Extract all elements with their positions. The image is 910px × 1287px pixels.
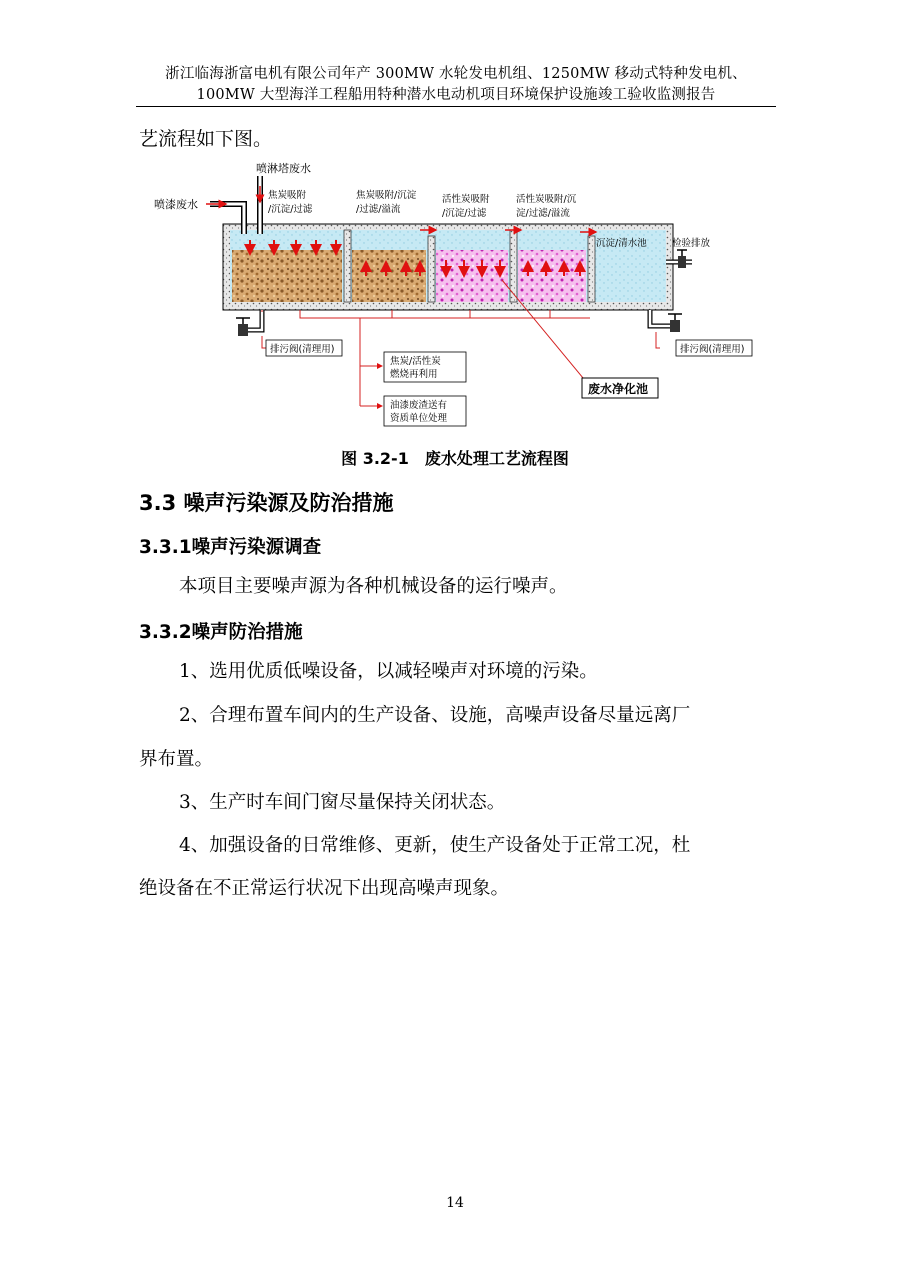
label-stage4b: 淀/过滤/溢流 xyxy=(516,208,570,219)
list-item-continuation: 界布置。 xyxy=(139,749,214,770)
page-header xyxy=(136,64,776,106)
label-stage2a: 焦炭吸附/沉淀 xyxy=(356,190,417,201)
label-dispose-a: 油漆废渣送有 xyxy=(390,400,448,411)
sludge-pipe-left xyxy=(246,310,262,330)
partition-2 xyxy=(428,236,435,302)
paragraph-1-text: 本项目主要噪声源为各种机械设备的运行噪声。 xyxy=(179,576,568,597)
label-stage3a: 活性炭吸附 xyxy=(442,194,490,205)
list-item: 3、生产时车间门窗尽量保持关闭状态。 xyxy=(179,792,506,813)
label-dispose-b: 资质单位处理 xyxy=(390,413,448,424)
header-rule xyxy=(136,106,776,107)
header-line-2: 100MW 大型海洋工程船用特种潜水电动机项目环境保护设施竣工验收监测报告 xyxy=(196,87,716,103)
label-sludge-right: 排污阀(清理用) xyxy=(680,344,745,355)
label-pool-name: 废水净化池 xyxy=(588,382,649,396)
label-sludge-left: 排污阀(清理用) xyxy=(270,344,335,355)
label-stage3b: /沉淀/过滤 xyxy=(442,208,487,219)
label-stage1a: 焦炭吸附 xyxy=(268,190,307,201)
subsection-heading-1: 3.3.1噪声污染源调查 xyxy=(139,537,322,558)
intro-text: 艺流程如下图。 xyxy=(139,128,273,150)
partition-1 xyxy=(344,230,351,302)
label-inspect: 检验排放 xyxy=(672,238,711,249)
list-item: 1、选用优质低噪设备，以减轻噪声对环境的污染。 xyxy=(179,661,598,682)
label-stage4a: 活性炭吸附/沉 xyxy=(516,194,577,205)
section-heading: 3.3 噪声污染源及防治措施 xyxy=(139,491,394,515)
list-item: 4、加强设备的日常维修、更新，使生产设备处于正常工况，杜 xyxy=(179,835,691,856)
label-stage2b: /过滤/溢流 xyxy=(356,204,401,215)
sludge-valve-left-icon xyxy=(236,318,250,336)
sludge-valve-right-icon xyxy=(668,314,682,332)
partition-4 xyxy=(588,236,595,302)
label-spray-tower: 喷淋塔废水 xyxy=(256,162,311,175)
label-reuse-b: 燃烧再利用 xyxy=(390,369,438,380)
subsection-heading-2: 3.3.2噪声防治措施 xyxy=(139,622,303,643)
wastewater-process-diagram xyxy=(150,158,760,438)
page-number: 14 xyxy=(446,1195,464,1211)
list-item: 2、合理布置车间内的生产设备、设施，高噪声设备尽量远离厂 xyxy=(179,705,691,726)
label-reuse-a: 焦炭/活性炭 xyxy=(390,356,441,367)
label-stage1b: /沉淀/过滤 xyxy=(268,204,313,215)
label-paint-water: 喷漆废水 xyxy=(154,198,198,211)
coke-chamber-2 xyxy=(352,250,426,302)
coke-chamber-1 xyxy=(232,250,342,302)
label-clear-pool: 沉淀/清水池 xyxy=(596,238,647,249)
outlet-valve-icon xyxy=(677,250,687,268)
header-line-1: 浙江临海浙富电机有限公司年产 300MW 水轮发电机组、1250MW 移动式特种发电机、 xyxy=(165,66,747,82)
list-item-continuation: 绝设备在不正常运行状况下出现高噪声现象。 xyxy=(139,878,510,899)
figure-caption: 图 3.2-1 废水处理工艺流程图 xyxy=(341,449,569,468)
paragraph-1 xyxy=(139,566,779,608)
